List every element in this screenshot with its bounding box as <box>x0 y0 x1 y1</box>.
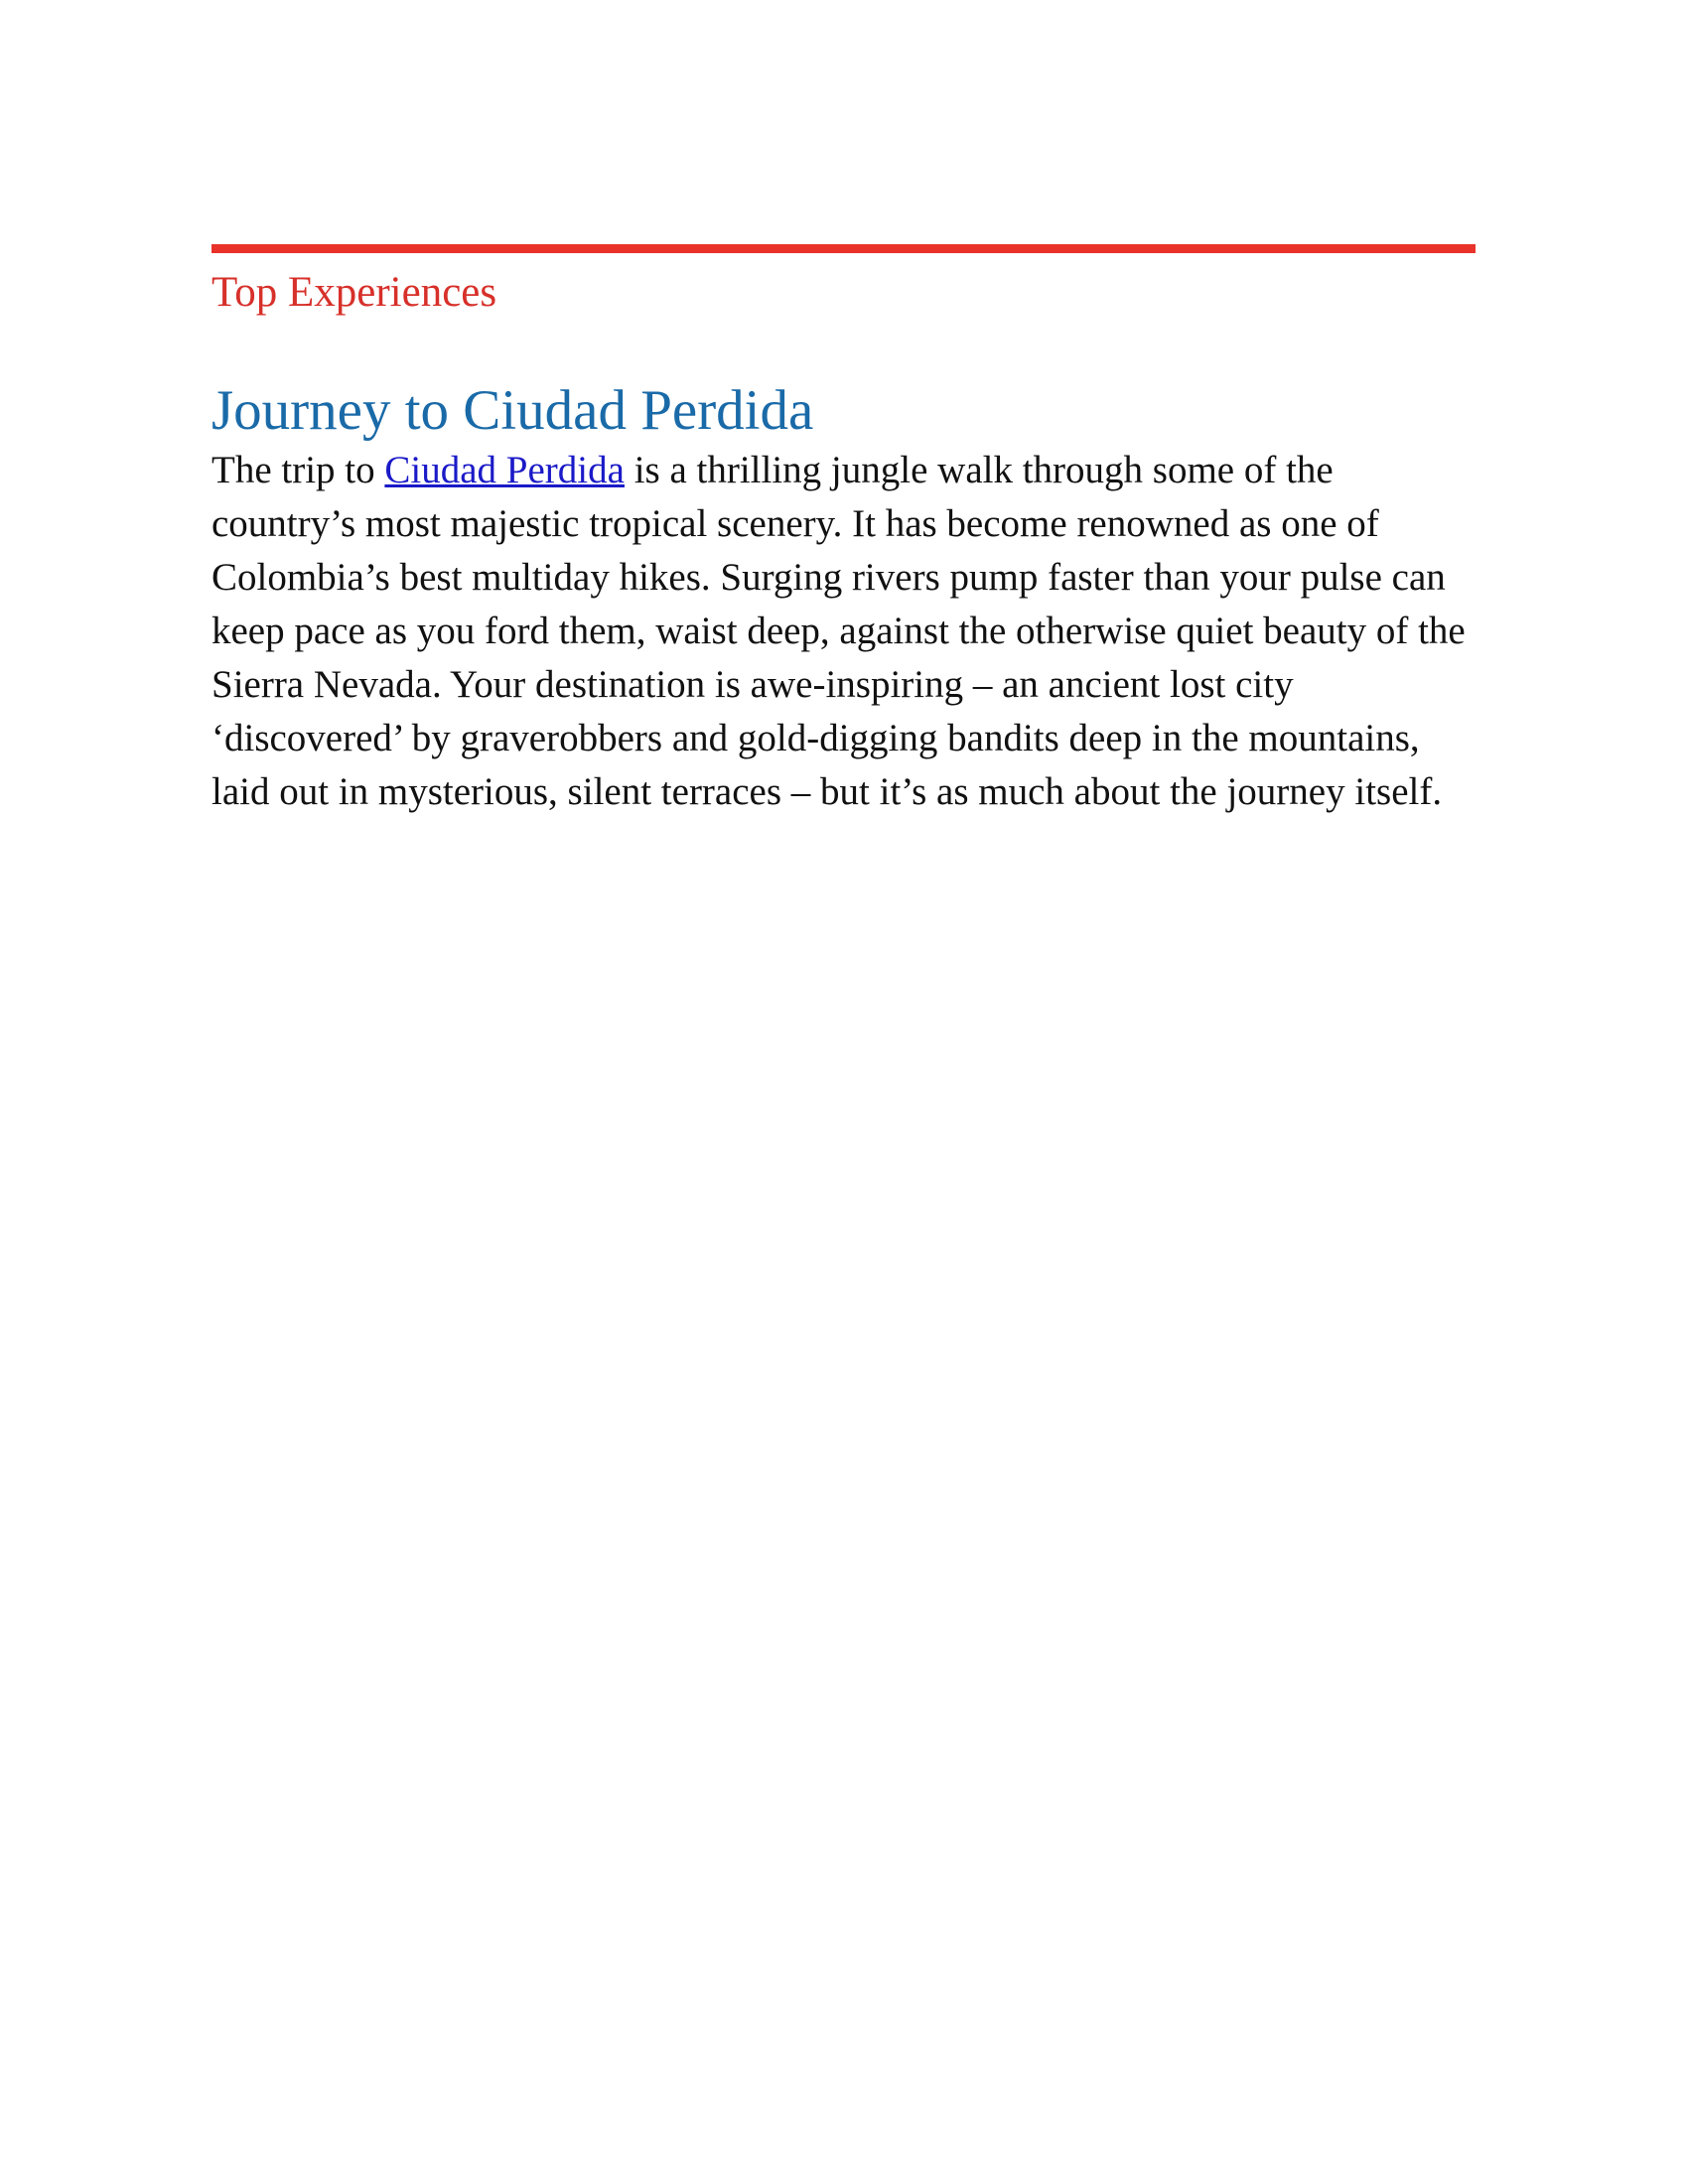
ciudad-perdida-link[interactable]: Ciudad Perdida <box>384 449 625 491</box>
section-label: Top Experiences <box>211 269 497 316</box>
page-title: Journey to Ciudad Perdida <box>211 379 814 442</box>
paragraph-rest: is a thrilling jungle walk through some of the country’s most majestic tropical scenery. It has become renowned as one of Colombia’s best multiday hikes. Surging rivers pump faster than your pulse can keep pace as you ford them, waist deep, against the otherwise quiet beauty of the Sierra Nevada. Your destination is awe-inspiring – an ancient lost city ‘discovered’ by graverobbers and gold-digging bandits deep in the mountains, laid out in mysterious, silent terraces – but it’s as much about the journey itself. <box>211 449 1466 813</box>
document-page <box>211 244 1476 819</box>
body-paragraph <box>211 444 1476 819</box>
section-divider <box>211 244 1476 253</box>
paragraph-lead: The trip to <box>211 449 385 491</box>
